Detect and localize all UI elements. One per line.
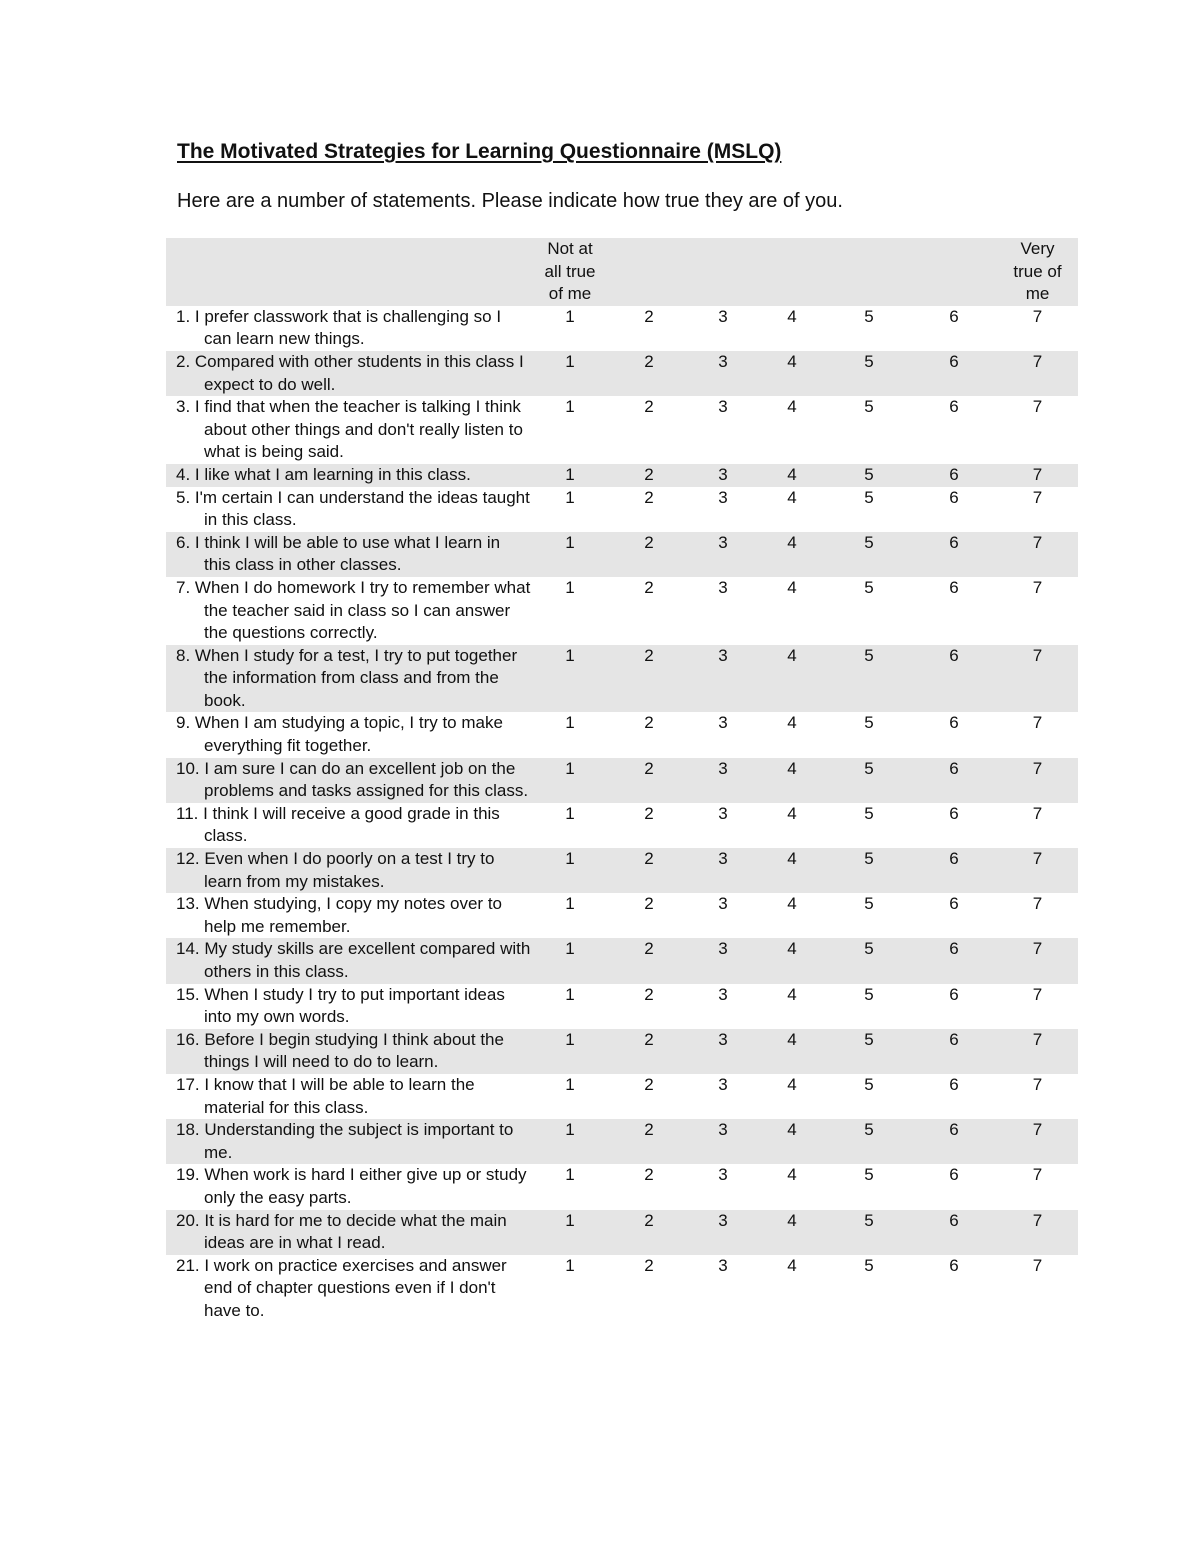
question-statement: 16. Before I begin studying I think about the things I will need to do to learn. [176, 1029, 504, 1072]
rating-option-1[interactable]: 1 [565, 397, 575, 417]
rating-option-5[interactable]: 5 [827, 1029, 911, 1074]
question-row [166, 351, 1078, 396]
question-statement-cell [166, 984, 531, 1029]
rating-option-6[interactable]: 6 [949, 713, 959, 733]
rating-option-1[interactable]: 1 [565, 984, 575, 1004]
question-statement: 2. Compared with other students in this class I expect to do well. [176, 351, 524, 394]
question-row [166, 712, 1078, 757]
question-statement-cell [166, 487, 531, 532]
question-row [166, 306, 1078, 351]
rating-option-6[interactable]: 6 [949, 1165, 959, 1185]
question-statement: 15. When I study I try to put important ideas into my own words. [176, 984, 505, 1027]
question-row [166, 1164, 1078, 1209]
rating-option-5[interactable]: 5 [827, 1210, 911, 1255]
rating-option-7[interactable]: 7 [1032, 713, 1043, 733]
rating-option-1[interactable]: 1 [565, 1074, 575, 1094]
rating-option-3[interactable]: 3 [718, 984, 728, 1004]
question-statement: 10. I am sure I can do an excellent job on the problems and tasks assigned for this class. [176, 758, 529, 801]
rating-option-4[interactable]: 4 [757, 1210, 827, 1255]
rating-option-7[interactable]: 7 [997, 848, 1078, 893]
rating-option-3[interactable]: 3 [718, 577, 728, 597]
question-statement: 4. I like what I am learning in this class. [176, 464, 471, 484]
rating-option-4[interactable]: 4 [757, 1119, 827, 1164]
rating-option-1[interactable]: 1 [531, 938, 609, 983]
question-row [166, 893, 1078, 938]
rating-option-4[interactable]: 4 [787, 1074, 797, 1094]
question-statement: 18. Understanding the subject is important to me. [176, 1120, 514, 1162]
question-statement: 8. When I study for a test, I try to put together the information from class and from the book. [176, 645, 518, 710]
scale-high-label [997, 238, 1078, 306]
questionnaire-body [166, 306, 1078, 1323]
question-row [166, 758, 1078, 803]
question-statement: 11. I think I will receive a good grade in this class. [176, 803, 500, 846]
rating-option-4[interactable]: 4 [757, 464, 827, 487]
question-statement: 7. When I do homework I try to remember what the teacher said in class so I can answer the questions correctly. [176, 577, 531, 643]
rating-option-4[interactable]: 4 [787, 397, 797, 417]
rating-option-2[interactable]: 2 [644, 397, 654, 417]
rating-option-1[interactable]: 1 [531, 464, 609, 487]
rating-option-2[interactable]: 2 [609, 938, 689, 983]
rating-option-7[interactable]: 7 [1032, 894, 1043, 914]
rating-option-3[interactable]: 3 [718, 713, 728, 733]
question-row [166, 532, 1078, 577]
rating-option-5[interactable]: 5 [864, 1074, 874, 1094]
rating-option-3[interactable]: 3 [689, 938, 757, 983]
rating-option-2[interactable]: 2 [644, 984, 654, 1004]
rating-option-6[interactable]: 6 [949, 306, 959, 326]
scale-low-label [531, 238, 609, 306]
rating-option-1[interactable]: 1 [531, 532, 609, 577]
rating-option-7[interactable]: 7 [997, 938, 1078, 983]
header-empty-cell [827, 238, 911, 306]
rating-option-6[interactable]: 6 [911, 645, 997, 713]
rating-option-2[interactable]: 2 [609, 464, 689, 487]
rating-option-5[interactable]: 5 [864, 984, 874, 1004]
rating-option-6[interactable]: 6 [911, 1119, 997, 1164]
rating-option-1[interactable]: 1 [531, 758, 609, 803]
question-row [166, 803, 1078, 848]
rating-option-3[interactable]: 3 [689, 532, 757, 577]
question-statement-cell [166, 532, 531, 577]
rating-option-4[interactable]: 4 [787, 306, 797, 326]
rating-option-4[interactable]: 4 [787, 1255, 797, 1275]
rating-option-2[interactable]: 2 [644, 713, 654, 733]
header-statement-cell [166, 238, 531, 306]
rating-option-4[interactable]: 4 [787, 894, 797, 914]
rating-option-6[interactable]: 6 [949, 984, 959, 1004]
rating-option-5[interactable]: 5 [864, 306, 874, 326]
rating-option-7[interactable]: 7 [997, 464, 1078, 487]
rating-option-2[interactable]: 2 [644, 1255, 654, 1275]
rating-option-3[interactable]: 3 [718, 487, 728, 507]
rating-option-3[interactable]: 3 [689, 1210, 757, 1255]
rating-option-7[interactable]: 7 [1032, 306, 1043, 326]
question-row [166, 487, 1078, 532]
rating-option-4[interactable]: 4 [757, 848, 827, 893]
rating-option-4[interactable]: 4 [787, 984, 797, 1004]
rating-option-5[interactable]: 5 [827, 532, 911, 577]
rating-option-3[interactable]: 3 [718, 1165, 728, 1185]
rating-option-7[interactable]: 7 [997, 532, 1078, 577]
rating-option-2[interactable]: 2 [644, 803, 654, 823]
rating-option-1[interactable]: 1 [565, 894, 575, 914]
question-statement: 1. I prefer classwork that is challenging so I can learn new things. [176, 306, 502, 349]
rating-option-2[interactable]: 2 [609, 1029, 689, 1074]
rating-option-5[interactable]: 5 [864, 803, 874, 823]
rating-option-6[interactable]: 6 [911, 1210, 997, 1255]
rating-option-4[interactable]: 4 [757, 645, 827, 713]
rating-option-4[interactable]: 4 [757, 938, 827, 983]
rating-option-2[interactable]: 2 [609, 1210, 689, 1255]
rating-option-7[interactable]: 7 [1032, 397, 1043, 417]
page-title: The Motivated Strategies for Learning Questionnaire (MSLQ) [177, 140, 782, 163]
rating-option-5[interactable]: 5 [864, 397, 874, 417]
rating-option-6[interactable]: 6 [911, 758, 997, 803]
question-statement: 3. I find that when the teacher is talking I think about other things and don't really listen to what is being said. [176, 397, 523, 462]
question-statement-cell [166, 464, 531, 487]
rating-option-3[interactable]: 3 [718, 894, 728, 914]
rating-option-6[interactable]: 6 [949, 803, 959, 823]
question-statement-cell [166, 893, 531, 938]
rating-option-3[interactable]: 3 [718, 397, 728, 417]
rating-option-1[interactable]: 1 [531, 1029, 609, 1074]
question-row [166, 396, 1078, 464]
question-statement-cell [166, 1029, 531, 1074]
rating-option-3[interactable]: 3 [689, 464, 757, 487]
rating-option-3[interactable]: 3 [689, 1119, 757, 1164]
rating-option-7[interactable]: 7 [1032, 577, 1043, 597]
rating-option-2[interactable]: 2 [609, 645, 689, 713]
rating-option-7[interactable]: 7 [997, 1029, 1078, 1074]
rating-option-1[interactable]: 1 [531, 848, 609, 893]
rating-option-6[interactable]: 6 [949, 1074, 959, 1094]
rating-option-2[interactable]: 2 [609, 758, 689, 803]
rating-option-1[interactable]: 1 [565, 1165, 575, 1185]
rating-option-6[interactable]: 6 [949, 487, 959, 507]
rating-option-6[interactable]: 6 [949, 577, 959, 597]
question-row [166, 1029, 1078, 1074]
question-statement: 12. Even when I do poorly on a test I try to learn from my mistakes. [176, 849, 495, 891]
question-statement-cell [166, 1164, 531, 1209]
rating-option-6[interactable]: 6 [911, 351, 997, 396]
question-statement-cell [166, 645, 531, 713]
rating-option-4[interactable]: 4 [757, 758, 827, 803]
rating-option-3[interactable]: 3 [718, 1074, 728, 1094]
rating-option-1[interactable]: 1 [565, 487, 575, 507]
rating-option-6[interactable]: 6 [911, 532, 997, 577]
rating-option-7[interactable]: 7 [997, 1119, 1078, 1164]
rating-option-7[interactable]: 7 [1032, 487, 1043, 507]
rating-option-4[interactable]: 4 [787, 487, 797, 507]
question-statement-cell [166, 1255, 531, 1323]
question-statement-cell [166, 1210, 531, 1255]
question-row [166, 1119, 1078, 1164]
question-statement-cell [166, 306, 531, 351]
rating-option-2[interactable]: 2 [644, 894, 654, 914]
rating-option-7[interactable]: 7 [1032, 1074, 1043, 1094]
question-row [166, 577, 1078, 645]
rating-option-3[interactable]: 3 [689, 1029, 757, 1074]
question-statement-cell [166, 758, 531, 803]
rating-option-3[interactable]: 3 [718, 306, 728, 326]
question-row [166, 645, 1078, 713]
rating-option-5[interactable]: 5 [827, 758, 911, 803]
rating-option-4[interactable]: 4 [757, 532, 827, 577]
rating-option-5[interactable]: 5 [827, 645, 911, 713]
question-statement-cell [166, 712, 531, 757]
rating-option-7[interactable]: 7 [997, 645, 1078, 713]
question-statement: 9. When I am studying a topic, I try to make everything fit together. [176, 713, 503, 756]
question-statement-cell [166, 848, 531, 893]
rating-option-7[interactable]: 7 [1032, 803, 1043, 823]
header-empty-cell [689, 238, 757, 306]
rating-option-1[interactable]: 1 [531, 1119, 609, 1164]
rating-option-4[interactable]: 4 [787, 1165, 797, 1185]
question-statement-cell [166, 577, 531, 645]
rating-option-1[interactable]: 1 [565, 306, 575, 326]
rating-option-4[interactable]: 4 [787, 713, 797, 733]
rating-option-5[interactable]: 5 [864, 894, 874, 914]
header-row [166, 238, 1078, 306]
rating-option-4[interactable]: 4 [757, 1029, 827, 1074]
rating-option-5[interactable]: 5 [864, 487, 874, 507]
question-row [166, 464, 1078, 487]
question-statement-cell [166, 938, 531, 983]
question-row [166, 1255, 1078, 1323]
instructions-text: Here are a number of statements. Please indicate how true they are of you. [177, 190, 843, 212]
rating-option-3[interactable]: 3 [689, 848, 757, 893]
rating-option-5[interactable]: 5 [827, 1119, 911, 1164]
question-statement-cell [166, 351, 531, 396]
rating-option-7[interactable]: 7 [1032, 1165, 1043, 1185]
rating-option-5[interactable]: 5 [827, 938, 911, 983]
rating-option-2[interactable]: 2 [609, 848, 689, 893]
question-row [166, 1210, 1078, 1255]
header-empty-cell [757, 238, 827, 306]
rating-option-7[interactable]: 7 [997, 351, 1078, 396]
rating-option-6[interactable]: 6 [949, 894, 959, 914]
question-row [166, 938, 1078, 983]
rating-option-7[interactable]: 7 [997, 758, 1078, 803]
scale-low-label-text: Not at all true of me [544, 239, 596, 304]
rating-option-2[interactable]: 2 [609, 1119, 689, 1164]
question-statement-cell [166, 396, 531, 464]
rating-option-2[interactable]: 2 [644, 577, 654, 597]
question-statement: 17. I know that I will be able to learn the material for this class. [176, 1074, 475, 1117]
rating-option-1[interactable]: 1 [531, 1210, 609, 1255]
question-statement: 13. When studying, I copy my notes over to help me remember. [176, 894, 502, 936]
rating-option-7[interactable]: 7 [997, 1210, 1078, 1255]
rating-option-2[interactable]: 2 [644, 1165, 654, 1185]
question-statement: 6. I think I will be able to use what I learn in this class in other classes. [176, 532, 501, 575]
rating-option-2[interactable]: 2 [644, 487, 654, 507]
rating-option-2[interactable]: 2 [609, 351, 689, 396]
rating-option-4[interactable]: 4 [757, 351, 827, 396]
rating-option-6[interactable]: 6 [949, 1255, 959, 1275]
rating-option-6[interactable]: 6 [949, 397, 959, 417]
rating-option-1[interactable]: 1 [531, 351, 609, 396]
rating-option-5[interactable]: 5 [864, 713, 874, 733]
rating-option-5[interactable]: 5 [827, 848, 911, 893]
rating-option-3[interactable]: 3 [689, 351, 757, 396]
question-row [166, 1074, 1078, 1119]
question-statement-cell [166, 803, 531, 848]
rating-option-1[interactable]: 1 [565, 577, 575, 597]
rating-option-5[interactable]: 5 [864, 1255, 874, 1275]
rating-option-5[interactable]: 5 [864, 1165, 874, 1185]
rating-option-1[interactable]: 1 [565, 803, 575, 823]
question-statement-cell [166, 1119, 531, 1164]
rating-option-5[interactable]: 5 [827, 351, 911, 396]
rating-option-6[interactable]: 6 [911, 464, 997, 487]
rating-option-6[interactable]: 6 [911, 1029, 997, 1074]
scale-high-label-text: Very true of me [1013, 239, 1062, 304]
rating-option-2[interactable]: 2 [644, 306, 654, 326]
rating-option-2[interactable]: 2 [644, 1074, 654, 1094]
rating-option-5[interactable]: 5 [827, 464, 911, 487]
rating-option-1[interactable]: 1 [531, 645, 609, 713]
question-row [166, 848, 1078, 893]
question-statement: 14. My study skills are excellent compared with others in this class. [176, 939, 531, 981]
question-statement: 19. When work is hard I either give up or study only the easy parts. [176, 1165, 527, 1207]
question-statement: 20. It is hard for me to decide what the main ideas are in what I read. [176, 1210, 507, 1253]
question-statement: 21. I work on practice exercises and answer end of chapter questions even if I don't have to. [176, 1255, 507, 1320]
rating-option-6[interactable]: 6 [911, 848, 997, 893]
questionnaire-table [166, 238, 1078, 1323]
rating-option-7[interactable]: 7 [1032, 1255, 1043, 1275]
rating-option-6[interactable]: 6 [911, 938, 997, 983]
rating-option-3[interactable]: 3 [689, 758, 757, 803]
rating-option-4[interactable]: 4 [787, 577, 797, 597]
rating-option-4[interactable]: 4 [787, 803, 797, 823]
rating-option-3[interactable]: 3 [689, 645, 757, 713]
rating-option-5[interactable]: 5 [864, 577, 874, 597]
rating-option-1[interactable]: 1 [565, 713, 575, 733]
header-empty-cell [609, 238, 689, 306]
rating-option-1[interactable]: 1 [565, 1255, 575, 1275]
question-statement: 5. I'm certain I can understand the ideas taught in this class. [176, 487, 530, 530]
rating-option-7[interactable]: 7 [1032, 984, 1043, 1004]
rating-option-3[interactable]: 3 [718, 1255, 728, 1275]
rating-option-2[interactable]: 2 [609, 532, 689, 577]
question-statement-cell [166, 1074, 531, 1119]
rating-option-3[interactable]: 3 [718, 803, 728, 823]
header-empty-cell [911, 238, 997, 306]
question-row [166, 984, 1078, 1029]
